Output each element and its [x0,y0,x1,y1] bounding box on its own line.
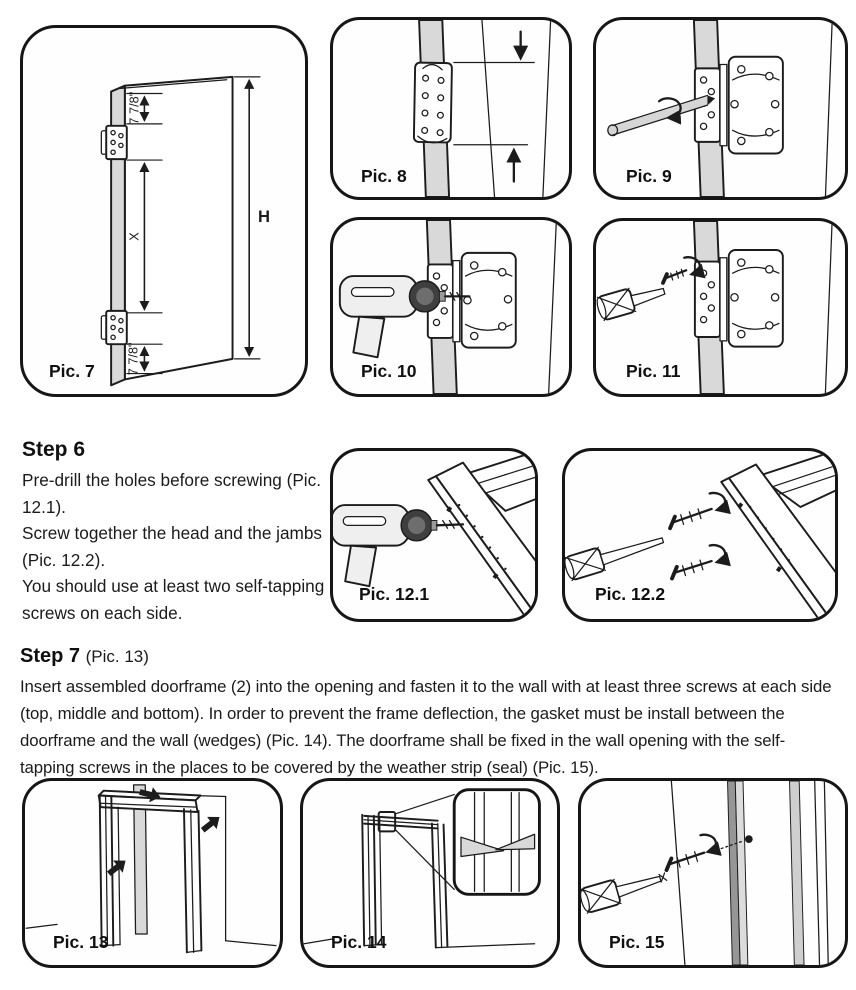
screw-hole-dot [745,835,753,843]
screwdriver-icon [565,529,666,582]
figure-label: Pic. 10 [361,361,417,381]
figure-panel-pic12-1 [330,448,538,622]
screw-icon [667,852,705,870]
dim-label-middle: X [126,232,142,241]
figure-panel-pic10 [330,217,572,397]
rotation-arrow-icon [700,835,716,852]
screw-icon [670,509,712,528]
screwdriver-icon [581,865,669,913]
hinge-icon [101,311,126,344]
door-dimensions-illustration [23,28,305,394]
step6-heading: Step 6 [22,438,86,461]
figure-panel-pic11 [593,218,848,397]
hinge-icon [101,126,126,159]
figure-panel-pic13 [22,778,283,968]
step6-line: You should use at least two self-tapping [22,576,325,596]
rotation-arrow-icon [710,493,725,510]
figure-panel-pic9 [593,17,848,200]
figure-label: Pic. 13 [53,932,109,952]
dim-label-height: H [258,206,271,226]
figure-label: Pic. 12.1 [359,584,430,604]
step6-section [22,438,330,626]
detail-inset [454,790,539,895]
figure-label: Pic. 8 [361,166,407,186]
screw-icon [663,269,686,283]
step7-heading-note: (Pic. 13) [85,647,149,666]
screw-icon [672,560,712,578]
doorframe [362,815,447,948]
figure-label: Pic. 15 [609,932,665,952]
figure-panel-pic15 [578,778,848,968]
weather-strip-groove [790,781,805,965]
figure-label: Pic. 11 [626,361,681,381]
figure-label: Pic. 12.2 [595,584,666,604]
wall-outline [26,795,276,946]
step6-line: Pre-drill the holes before screwing (Pic. 12.1). [22,470,321,517]
step7-section [20,645,838,781]
step6-line: screws on each side. [22,602,183,623]
hinge-icon [695,250,783,347]
hinge-icon [414,63,452,143]
figure-panel-pic8 [330,17,572,200]
figure-label: Pic. 9 [626,166,672,186]
dim-label-bottom: 7 7/8" [125,342,141,376]
drill-icon [333,505,463,586]
step7-body: Insert assembled doorframe (2) into the opening and fasten it to the wall with at least three screws at each side (top, middle and bottom). In order to prevent the frame deflection, the gasket must be install between the doorframe and the wall (wedges) (Pic. 14). The doorframe shall be fixed in the wall opening with the self-tapping screws in the places to be covered by the weather strip (seal) (Pic. 15). [20,677,832,777]
figure-label: Pic. 7 [49,361,95,381]
figure-label: Pic. 14 [331,932,387,952]
dim-label-top: 7 7/8" [126,91,142,125]
step7-heading: Step 7 [20,645,81,667]
step6-line: (Pic. 12.2). [22,549,106,570]
figure-panel-pic14 [300,778,560,968]
figure-panel-pic12-2 [562,448,838,622]
figure-panel-pic7 [20,25,308,397]
step6-line: Screw together the head and the jambs [22,523,323,543]
rotation-arrow-icon [710,545,725,562]
detail-connector-line [395,795,454,814]
screwdriver-icon [596,279,667,321]
